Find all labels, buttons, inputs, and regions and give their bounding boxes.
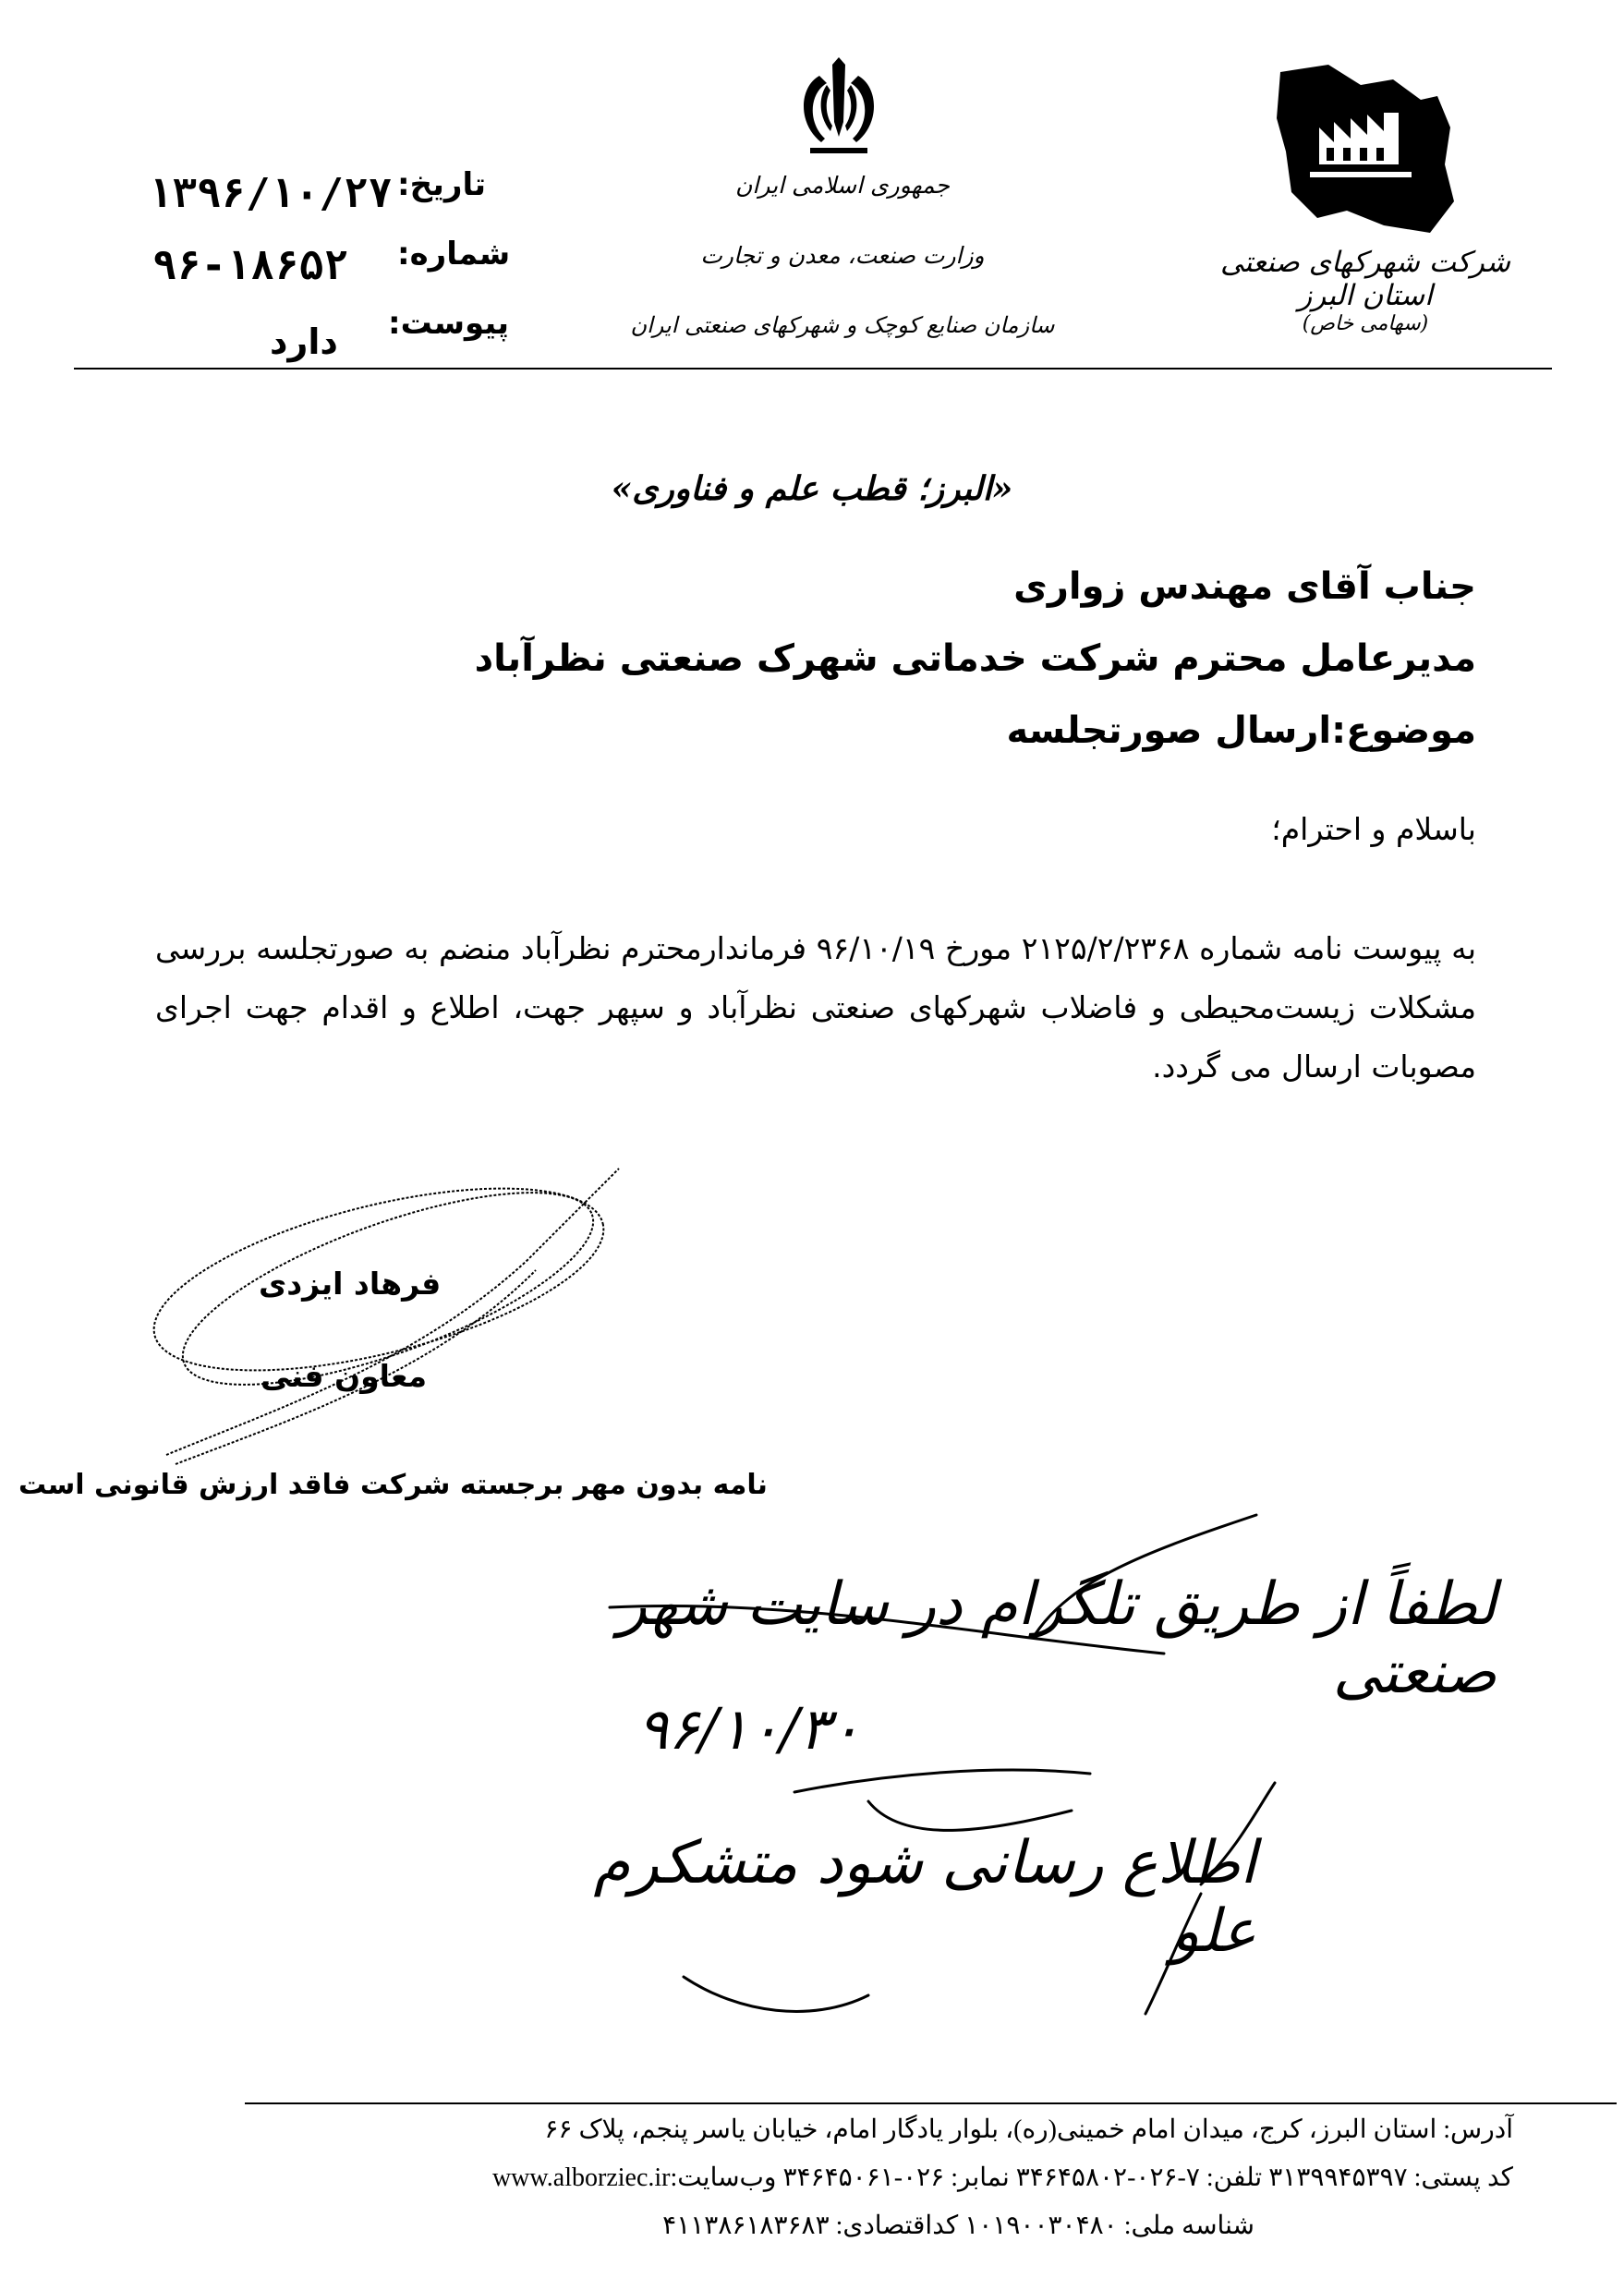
company-logo-icon (1273, 63, 1458, 236)
handwritten-line-1: لطفاً از طریق تلگرام در سایت شهر صنعتی (618, 1570, 1497, 1707)
footer-ids: شناسه ملی: ۱۰۱۹۰۰۳۰۴۸۰ کداقتصادی: ۴۱۱۳۸۶۱۸۳۶۸۳ (662, 2211, 1254, 2240)
footer-divider (245, 2102, 1617, 2104)
letter-body: به پیوست نامه شماره ۲۱۲۵/۲/۲۳۶۸ مورخ ۹۶/۱۰/۱۹ فرماندارمحترم نظرآباد منضم به صورتجلسه بررسی مشکلات زیست‌محیطی و فاضلاب شهرکهای صنعتی نظرآباد و سپهر جهت، اطلاع و اقدام جهت اجرای مصوبات ارسال می گردد. (155, 930, 1476, 1084)
company-name: شرکت شهرکهای صنعتی استان البرز (1220, 246, 1510, 312)
signatory-title: معاون فنی (261, 1358, 428, 1394)
footer-contact: کد پستی: ۳۱۳۹۹۴۵۳۹۷ تلفن: ۷-۰۲۶-۳۴۶۴۵۸۰۲ نمابر: ۰۲۶-۳۴۶۴۵۰۶۱ وب‌سایت:www.alborziec.ir (491, 2163, 1513, 2192)
signature-scribble-icon (139, 1150, 656, 1483)
motto: «البرز؛ قطب علم و فناوری» (611, 469, 1013, 508)
addressee-name: جناب آقای مهندس زواری (1013, 565, 1476, 608)
ministry-line-3: سازمان صنایع کوچک و شهرکهای صنعتی ایران (630, 312, 1055, 338)
addressee-title: مدیرعامل محترم شرکت خدماتی شهرک صنعتی نظرآباد (474, 637, 1476, 680)
iran-emblem-icon (792, 57, 886, 157)
number-value: ۹۶-۱۸۶۵۲ (152, 242, 348, 289)
handwritten-line-2: اطلاع رسانی شود متشکرم علو (593, 1829, 1256, 1966)
letter-subject: موضوع:ارسال صورتجلسه (1006, 709, 1476, 752)
ministry-line-1: جمهوری اسلامی ایران (735, 172, 950, 199)
header-divider (74, 368, 1552, 370)
signatory-name: فرهاد ایزدی (259, 1266, 442, 1302)
company-type: (سهامی خاص) (1302, 312, 1429, 335)
greeting: باسلام و احترام؛ (1271, 811, 1476, 847)
handwritten-date: ۹۶/۱۰/۳۰ (637, 1695, 861, 1763)
date-label: تاریخ: (397, 166, 486, 203)
date-value: ۱۳۹۶/۱۰/۲۷ (148, 170, 393, 217)
ministry-line-2: وزارت صنعت، معدن و تجارت (700, 242, 985, 269)
number-label: شماره: (397, 236, 511, 273)
footer-address: آدرس: استان البرز، کرج، میدان امام خمینی(ره)، بلوار یادگار امام، خیابان یاسر پنجم، پلاک ۶۶ (544, 2115, 1513, 2144)
attachment-label: پیوست: (388, 305, 509, 342)
attachment-value: دارد (270, 321, 338, 362)
stamp-validity-note: نامه بدون مهر برجسته شرکت فاقد ارزش قانونی است (18, 1469, 768, 1501)
